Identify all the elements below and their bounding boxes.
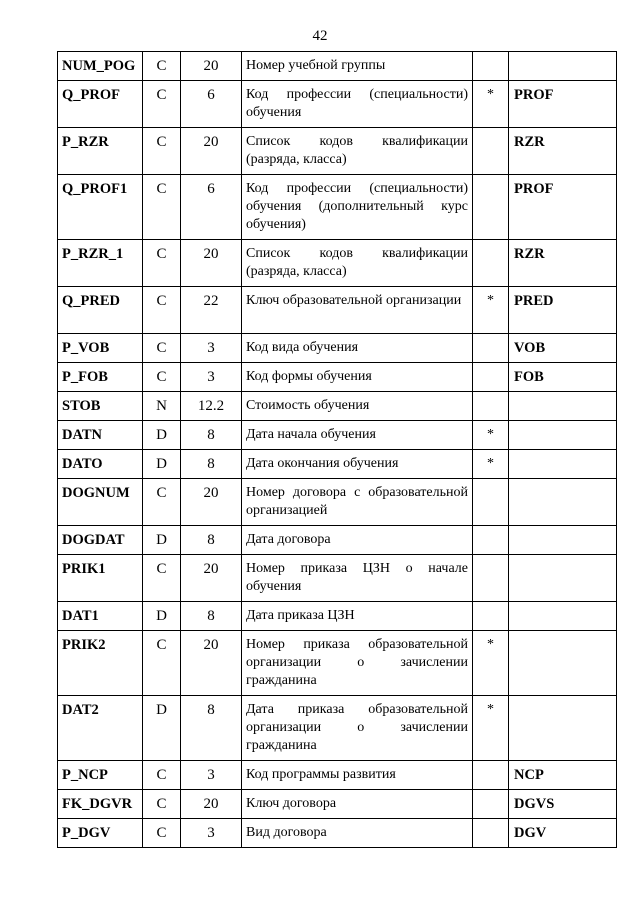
field-type-cell: C (143, 363, 181, 392)
reference-table-cell: VOB (509, 334, 617, 363)
field-name-cell: Q_PROF (58, 81, 143, 128)
field-table (57, 51, 617, 848)
field-length-cell: 6 (181, 175, 242, 240)
reference-table-cell (509, 631, 617, 696)
table-row (58, 363, 617, 392)
reference-table-cell: PROF (509, 175, 617, 240)
field-type-cell: C (143, 334, 181, 363)
field-name-cell: P_NCP (58, 761, 143, 790)
table-row (58, 819, 617, 848)
required-mark-cell (473, 392, 509, 421)
field-length-cell: 22 (181, 287, 242, 334)
field-description-cell: Номер договора с образовательной организацией (242, 479, 473, 526)
field-name-cell: P_FOB (58, 363, 143, 392)
table-row (58, 602, 617, 631)
field-type-cell: N (143, 392, 181, 421)
field-name-cell: PRIK1 (58, 555, 143, 602)
field-length-cell: 20 (181, 479, 242, 526)
required-mark-cell: * (473, 696, 509, 761)
field-type-cell: C (143, 819, 181, 848)
reference-table-cell: PROF (509, 81, 617, 128)
required-mark-cell (473, 128, 509, 175)
field-length-cell: 6 (181, 81, 242, 128)
field-type-cell: D (143, 450, 181, 479)
field-length-cell: 20 (181, 555, 242, 602)
field-type-cell: D (143, 696, 181, 761)
field-length-cell: 20 (181, 790, 242, 819)
required-mark-cell: * (473, 81, 509, 128)
field-name-cell: P_VOB (58, 334, 143, 363)
field-name-cell: DAT1 (58, 602, 143, 631)
required-mark-cell (473, 52, 509, 81)
field-length-cell: 3 (181, 334, 242, 363)
field-type-cell: D (143, 421, 181, 450)
required-mark-cell: * (473, 450, 509, 479)
field-length-cell: 12.2 (181, 392, 242, 421)
field-length-cell: 8 (181, 696, 242, 761)
field-type-cell: C (143, 761, 181, 790)
field-name-cell: DOGNUM (58, 479, 143, 526)
field-name-cell: DAT2 (58, 696, 143, 761)
field-length-cell: 8 (181, 450, 242, 479)
reference-table-cell: NCP (509, 761, 617, 790)
reference-table-cell (509, 555, 617, 602)
reference-table-cell: FOB (509, 363, 617, 392)
field-name-cell: Q_PROF1 (58, 175, 143, 240)
reference-table-cell (509, 392, 617, 421)
field-description-cell: Код формы обучения (242, 363, 473, 392)
field-type-cell: C (143, 631, 181, 696)
field-type-cell: C (143, 479, 181, 526)
table-row (58, 175, 617, 240)
field-type-cell: C (143, 52, 181, 81)
table-row (58, 287, 617, 334)
table-row (58, 81, 617, 128)
field-description-cell: Номер приказа образовательной организации о зачислении гражданина (242, 631, 473, 696)
field-description-cell: Дата приказа ЦЗН (242, 602, 473, 631)
reference-table-cell: DGVS (509, 790, 617, 819)
field-description-cell: Список кодов квалификации (разряда, класса) (242, 128, 473, 175)
table-row (58, 392, 617, 421)
table-row (58, 696, 617, 761)
field-name-cell: FK_DGVR (58, 790, 143, 819)
required-mark-cell (473, 526, 509, 555)
required-mark-cell (473, 819, 509, 848)
required-mark-cell: * (473, 287, 509, 334)
field-description-cell: Вид договора (242, 819, 473, 848)
reference-table-cell (509, 602, 617, 631)
required-mark-cell (473, 790, 509, 819)
required-mark-cell: * (473, 421, 509, 450)
required-mark-cell (473, 175, 509, 240)
field-name-cell: Q_PRED (58, 287, 143, 334)
required-mark-cell (473, 602, 509, 631)
required-mark-cell: * (473, 631, 509, 696)
field-length-cell: 8 (181, 421, 242, 450)
table-row (58, 52, 617, 81)
field-length-cell: 3 (181, 761, 242, 790)
required-mark-cell (473, 479, 509, 526)
field-type-cell: C (143, 240, 181, 287)
field-length-cell: 20 (181, 128, 242, 175)
field-description-cell: Дата договора (242, 526, 473, 555)
table-row (58, 450, 617, 479)
field-type-cell: D (143, 526, 181, 555)
field-name-cell: DATN (58, 421, 143, 450)
field-length-cell: 8 (181, 602, 242, 631)
field-type-cell: C (143, 790, 181, 819)
field-type-cell: D (143, 602, 181, 631)
field-length-cell: 20 (181, 52, 242, 81)
field-description-cell: Дата начала обучения (242, 421, 473, 450)
field-description-cell: Ключ договора (242, 790, 473, 819)
table-row (58, 334, 617, 363)
reference-table-cell: DGV (509, 819, 617, 848)
field-name-cell: DOGDAT (58, 526, 143, 555)
field-description-cell: Код программы развития (242, 761, 473, 790)
table-row (58, 128, 617, 175)
field-description-cell: Стоимость обучения (242, 392, 473, 421)
table-row (58, 631, 617, 696)
field-name-cell: PRIK2 (58, 631, 143, 696)
field-type-cell: C (143, 128, 181, 175)
required-mark-cell (473, 240, 509, 287)
table-row (58, 761, 617, 790)
field-description-cell: Номер учебной группы (242, 52, 473, 81)
table-row (58, 240, 617, 287)
table-row (58, 790, 617, 819)
table-row (58, 555, 617, 602)
field-name-cell: P_DGV (58, 819, 143, 848)
field-type-cell: C (143, 81, 181, 128)
reference-table-cell (509, 421, 617, 450)
field-length-cell: 8 (181, 526, 242, 555)
field-description-cell: Код профессии (специальности) обучения (дополнительный курс обучения) (242, 175, 473, 240)
page-number: 42 (312, 28, 328, 44)
reference-table-cell (509, 479, 617, 526)
field-length-cell: 20 (181, 240, 242, 287)
field-name-cell: P_RZR_1 (58, 240, 143, 287)
required-mark-cell (473, 363, 509, 392)
field-type-cell: C (143, 287, 181, 334)
reference-table-cell: PRED (509, 287, 617, 334)
field-description-cell: Дата окончания обучения (242, 450, 473, 479)
reference-table-cell: RZR (509, 240, 617, 287)
reference-table-cell: RZR (509, 128, 617, 175)
field-type-cell: C (143, 555, 181, 602)
field-description-cell: Код профессии (специальности) обучения (242, 81, 473, 128)
required-mark-cell (473, 761, 509, 790)
field-name-cell: DATO (58, 450, 143, 479)
table-body (58, 52, 617, 848)
field-length-cell: 3 (181, 363, 242, 392)
field-length-cell: 3 (181, 819, 242, 848)
field-length-cell: 20 (181, 631, 242, 696)
field-name-cell: NUM_POG (58, 52, 143, 81)
field-type-cell: C (143, 175, 181, 240)
field-description-cell: Список кодов квалификации (разряда, класса) (242, 240, 473, 287)
reference-table-cell (509, 52, 617, 81)
field-description-cell: Ключ образовательной организации (242, 287, 473, 334)
table-row (58, 421, 617, 450)
field-description-cell: Номер приказа ЦЗН о начале обучения (242, 555, 473, 602)
field-description-cell: Дата приказа образовательной организации о зачислении гражданина (242, 696, 473, 761)
table-row (58, 479, 617, 526)
reference-table-cell (509, 450, 617, 479)
required-mark-cell (473, 555, 509, 602)
field-name-cell: STOB (58, 392, 143, 421)
reference-table-cell (509, 696, 617, 761)
table-row (58, 526, 617, 555)
field-name-cell: P_RZR (58, 128, 143, 175)
field-description-cell: Код вида обучения (242, 334, 473, 363)
reference-table-cell (509, 526, 617, 555)
required-mark-cell (473, 334, 509, 363)
